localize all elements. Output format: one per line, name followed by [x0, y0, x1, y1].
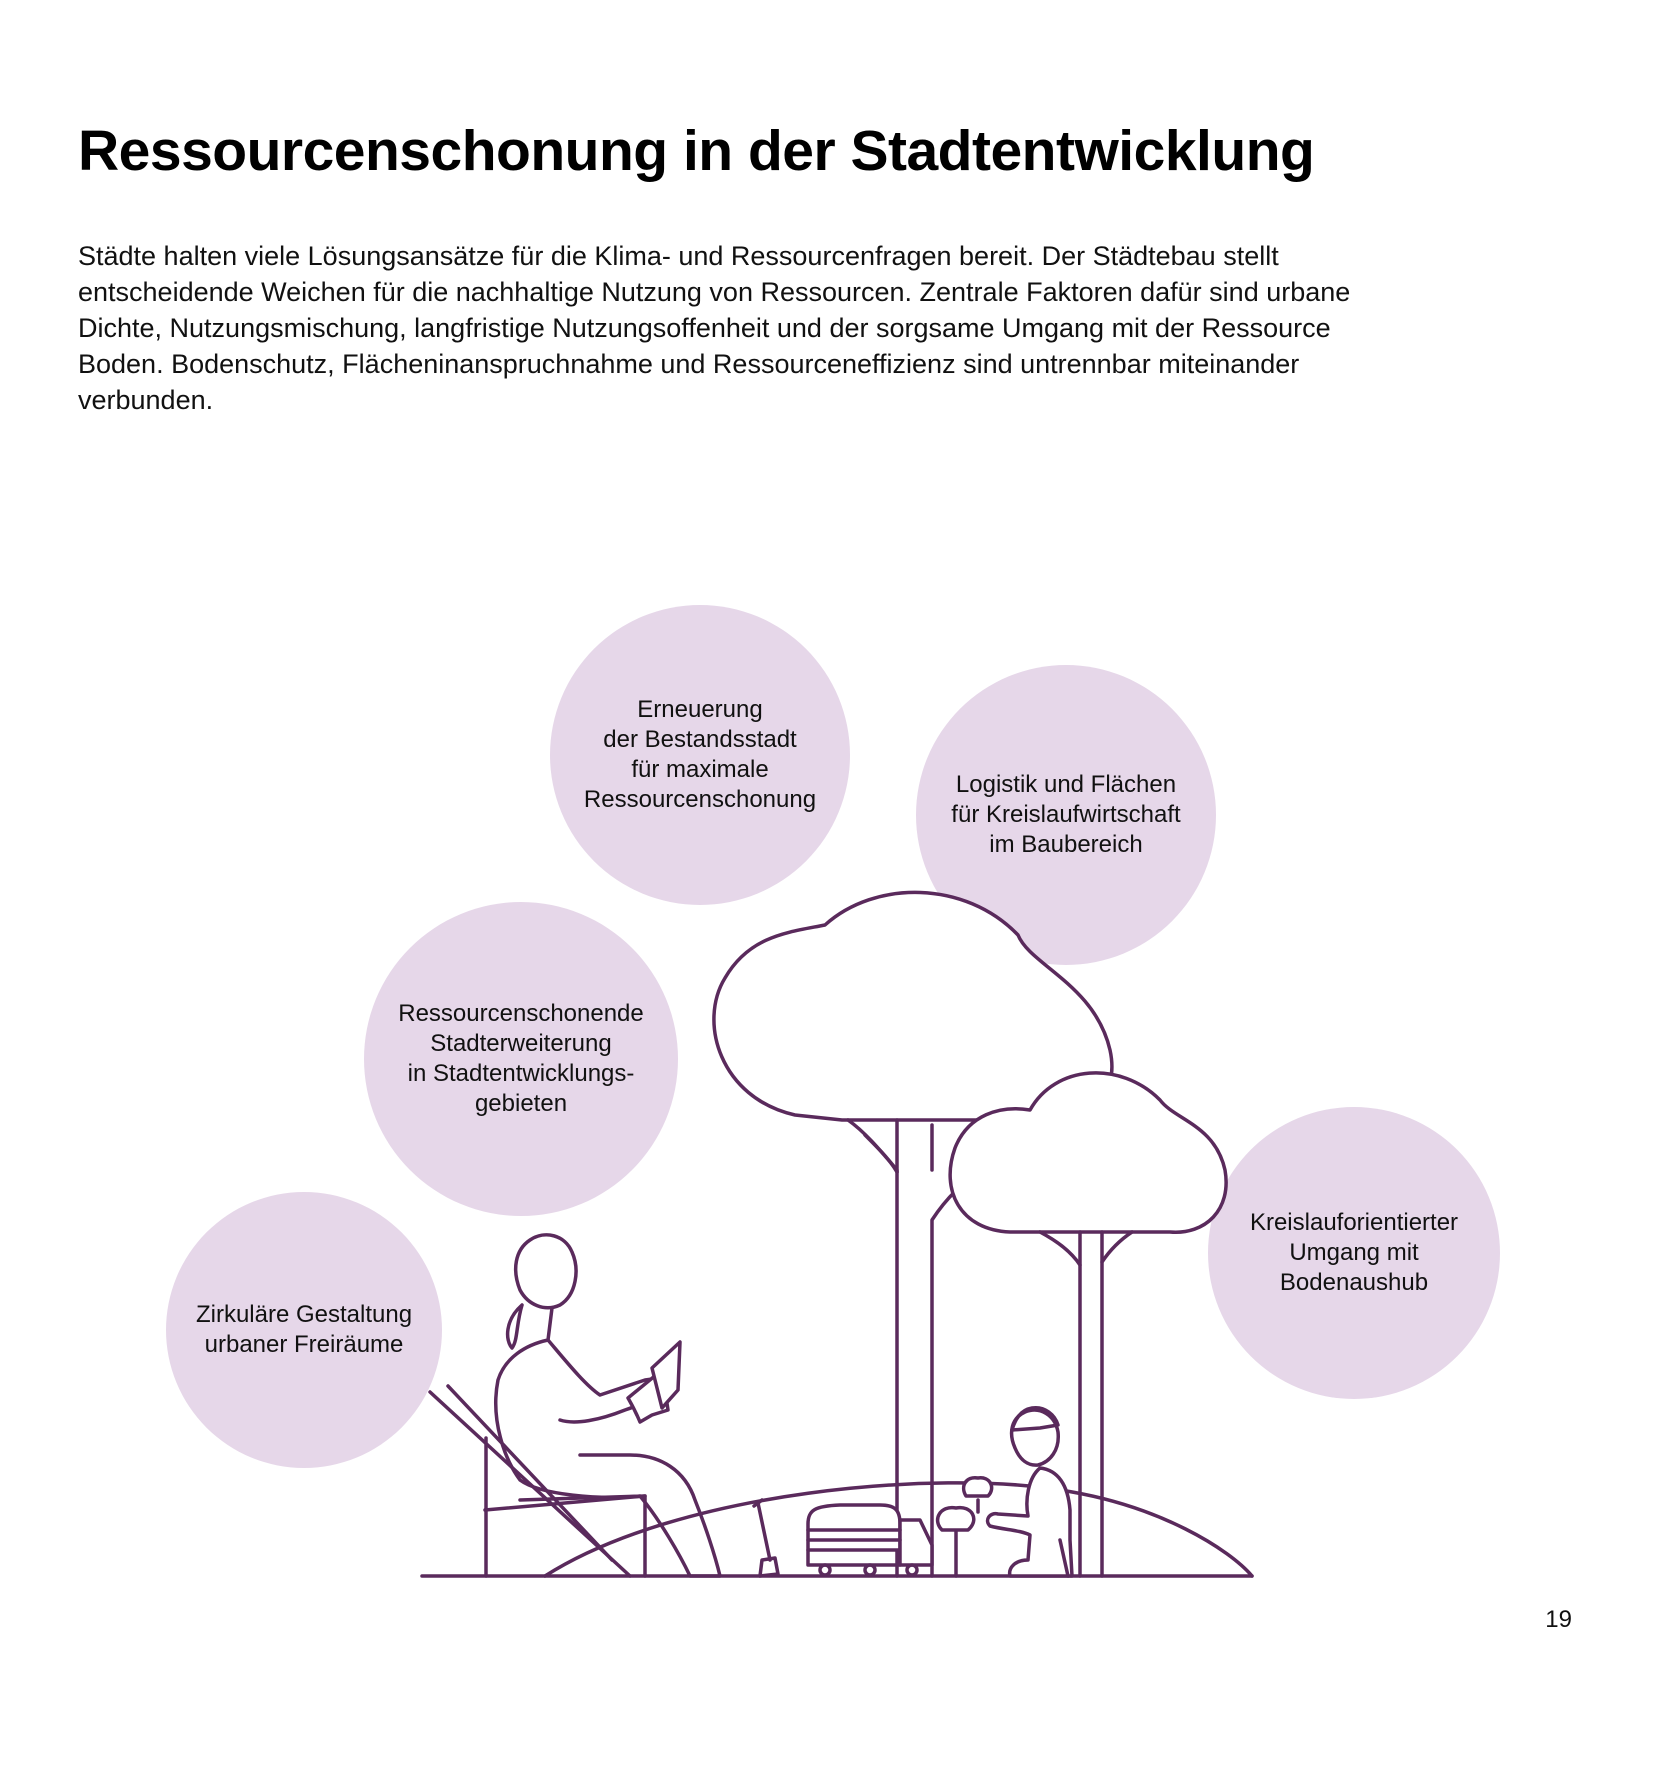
bubble-stadterweiterung-label: Ressourcenschonende Stadterweiterung in Stadtentwicklungs- gebieten: [398, 1000, 644, 1117]
toy-truck-icon: [808, 1505, 932, 1575]
sprout-icon: [938, 1478, 992, 1576]
bubble-freiraeume-label: Zirkuläre Gestaltung urbaner Freiräume: [195, 1301, 413, 1358]
intro-line: verbunden.: [78, 385, 214, 415]
shovel-icon: [754, 1500, 778, 1576]
bubble-bodenaushub-label: Kreislauforientierter Umgang mit Bodenaushub: [1249, 1209, 1459, 1296]
intro-line: Boden. Bodenschutz, Flächeninanspruchnahme und Ressourceneffizienz sind untrennbar miteinander: [78, 349, 1300, 379]
tree-icon: [950, 1073, 1226, 1576]
child-planting-icon: [988, 1408, 1072, 1576]
intro-line: Dichte, Nutzungsmischung, langfristige Nutzungsoffenheit und der sorgsame Umgang mit der Ressource: [78, 313, 1331, 343]
bubble-erneuerung-label: Erneuerung der Bestandsstadt für maximale Ressourcenschonung: [583, 696, 817, 813]
intro-line: entscheidende Weichen für die nachhaltige Nutzung von Ressourcen. Zentrale Faktoren dafür sind urbane: [78, 277, 1351, 307]
page-title: Ressourcenschonung in der Stadtentwicklung: [78, 119, 1315, 183]
page-number: 19: [1545, 1606, 1572, 1633]
bubble-logistik-label: Logistik und Flächen für Kreislaufwirtschaft im Baubereich: [951, 771, 1181, 858]
intro-line: Städte halten viele Lösungsansätze für die Klima- und Ressourcenfragen bereit. Der Städtebau stellt: [78, 241, 1279, 271]
woman-reading-icon: [496, 1235, 720, 1576]
